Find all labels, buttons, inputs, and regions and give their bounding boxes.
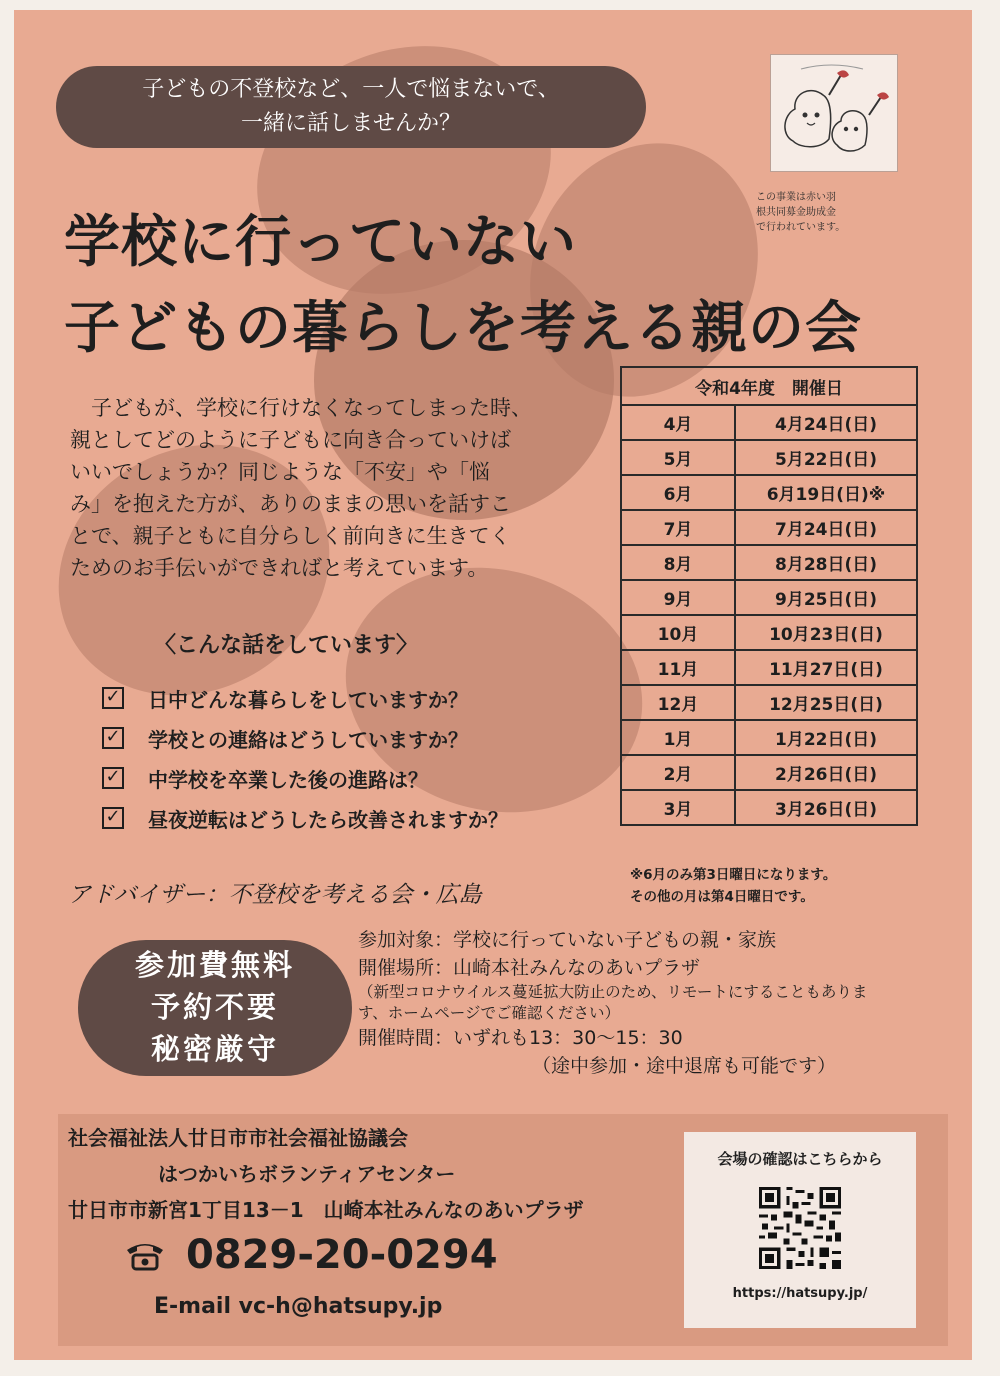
- schedule-month: 7月: [621, 510, 735, 545]
- schedule-date: 4月24日(日): [735, 405, 917, 440]
- schedule-note: [630, 864, 836, 908]
- flyer-page: [14, 10, 972, 1360]
- funding-note-line1: この事業は赤い羽: [756, 192, 836, 203]
- organization-name: 社会福祉法人廿日市市社会福祉協議会: [68, 1126, 408, 1150]
- schedule-date: 10月23日(日): [735, 615, 917, 650]
- schedule-header: 令和4年度 開催日: [621, 367, 917, 405]
- table-row: [621, 650, 917, 685]
- qr-code-icon[interactable]: [756, 1184, 844, 1272]
- venue-note-line2: す、ホームページでご確認ください）: [358, 1004, 620, 1022]
- main-title-line1: 学校に行っていない: [64, 210, 577, 275]
- intro-banner-line2: 一緒に話しませんか？: [240, 111, 461, 136]
- participant-target: 参加対象：学校に行っていない子どもの親・家族: [358, 929, 777, 951]
- topics-heading: 〈こんな話をしています〉: [154, 633, 419, 658]
- email-contact[interactable]: E-mail vc-h@hatsupy.jp: [154, 1294, 443, 1319]
- funding-note-line3: で行われています。: [756, 222, 846, 233]
- intro-line5: とで、親子ともに自分らしく前向きに生きてく: [70, 524, 511, 548]
- list-item: [102, 798, 508, 838]
- table-row: [621, 545, 917, 580]
- table-row: [621, 755, 917, 790]
- topic-text: 日中どんな暮らしをしていますか？: [148, 687, 468, 712]
- topic-text: 学校との連絡はどうしていますか？: [148, 727, 468, 752]
- intro-banner-line1: 子どもの不登校など、一人で悩まないで、: [142, 77, 560, 102]
- schedule-month: 8月: [621, 545, 735, 580]
- schedule-month: 11月: [621, 650, 735, 685]
- schedule-month: 10月: [621, 615, 735, 650]
- schedule-date: 2月26日(日): [735, 755, 917, 790]
- schedule-date: 1月22日(日): [735, 720, 917, 755]
- table-row: [621, 790, 917, 825]
- event-time-note: （途中参加・途中退席も可能です）: [532, 1055, 837, 1077]
- qr-title: 会場の確認はこちらから: [717, 1150, 883, 1168]
- schedule-date: 12月25日(日): [735, 685, 917, 720]
- free-badge-line2: 予約不要: [150, 990, 279, 1024]
- checkbox-checked-icon: ✓: [102, 727, 124, 749]
- phone-contact: [124, 1232, 498, 1278]
- checkbox-checked-icon: ✓: [102, 767, 124, 789]
- venue: 開催場所：山崎本社みんなのあいプラザ: [358, 957, 701, 979]
- schedule-note-line1: ※6月のみ第3日曜日になります。: [630, 867, 837, 883]
- intro-line3: いいでしょうか？同じような「不安」や「悩: [70, 460, 490, 484]
- schedule-month: 6月: [621, 475, 735, 510]
- table-row: [621, 475, 917, 510]
- schedule-date: 3月26日(日): [735, 790, 917, 825]
- intro-line1: 子どもが、学校に行けなくなってしまった時、: [91, 396, 532, 420]
- schedule-header-row: [621, 367, 917, 405]
- list-item: [102, 758, 508, 798]
- checkbox-checked-icon: ✓: [102, 687, 124, 709]
- intro-line6: ためのお手伝いができればと考えています。: [70, 556, 489, 580]
- schedule-month: 1月: [621, 720, 735, 755]
- schedule-date: 6月19日(日)※: [735, 475, 917, 510]
- checkbox-checked-icon: ✓: [102, 807, 124, 829]
- intro-paragraph: [70, 392, 610, 584]
- table-row: [621, 720, 917, 755]
- qr-panel: [684, 1132, 916, 1328]
- schedule-month: 12月: [621, 685, 735, 720]
- schedule-month: 4月: [621, 405, 735, 440]
- list-item: [102, 718, 508, 758]
- schedule-month: 9月: [621, 580, 735, 615]
- intro-line4: み」を抱えた方が、ありのままの思いを話すこ: [70, 492, 511, 516]
- schedule-month: 3月: [621, 790, 735, 825]
- organization-info: [68, 1120, 584, 1228]
- free-badge-line3: 秘密厳守: [150, 1032, 279, 1066]
- mascot-drawing: [771, 55, 897, 171]
- main-title: [64, 200, 862, 372]
- topics-list: [102, 678, 508, 838]
- intro-banner: [56, 66, 646, 148]
- schedule-date: 7月24日(日): [735, 510, 917, 545]
- organization-center: はつかいちボランティアセンター: [158, 1162, 456, 1186]
- schedule-date: 9月25日(日): [735, 580, 917, 615]
- schedule-note-line2: その他の月は第4日曜日です。: [630, 889, 814, 905]
- website-url[interactable]: https://hatsupy.jp/: [732, 1286, 868, 1301]
- venue-note-line1: （新型コロナウイルス蔓延拡大防止のため、リモートにすることもありま: [358, 983, 868, 1001]
- free-badge-line1: 参加費無料: [134, 948, 295, 982]
- event-details: [358, 926, 968, 1080]
- phone-number[interactable]: 0829-20-0294: [186, 1232, 498, 1278]
- event-time: 開催時間：いずれも13：30～15：30: [358, 1027, 683, 1049]
- list-item: [102, 678, 508, 718]
- table-row: [621, 580, 917, 615]
- schedule-date: 11月27日(日): [735, 650, 917, 685]
- topic-text: 昼夜逆転はどうしたら改善されますか？: [148, 807, 508, 832]
- organization-address: 廿日市市新宮1丁目13－1 山崎本社みんなのあいプラザ: [68, 1198, 584, 1222]
- free-badge: [78, 940, 352, 1076]
- schedule-date: 5月22日(日): [735, 440, 917, 475]
- main-title-line2: 子どもの暮らしを考える親の会: [64, 296, 862, 361]
- funding-note-line2: 根共同募金助成金: [756, 207, 836, 218]
- table-row: [621, 510, 917, 545]
- mascot-illustration: [770, 54, 898, 172]
- table-row: [621, 685, 917, 720]
- schedule-date: 8月28日(日): [735, 545, 917, 580]
- telephone-icon: [124, 1238, 166, 1272]
- topic-text: 中学校を卒業した後の進路は？: [148, 767, 428, 792]
- table-row: [621, 615, 917, 650]
- schedule-month: 2月: [621, 755, 735, 790]
- schedule-table: [620, 366, 918, 826]
- adviser-credit: アドバイザー：不登校を考える会・広島: [68, 882, 482, 908]
- schedule-month: 5月: [621, 440, 735, 475]
- intro-line2: 親としてどのように子どもに向き合っていけば: [70, 428, 511, 452]
- table-row: [621, 440, 917, 475]
- table-row: [621, 405, 917, 440]
